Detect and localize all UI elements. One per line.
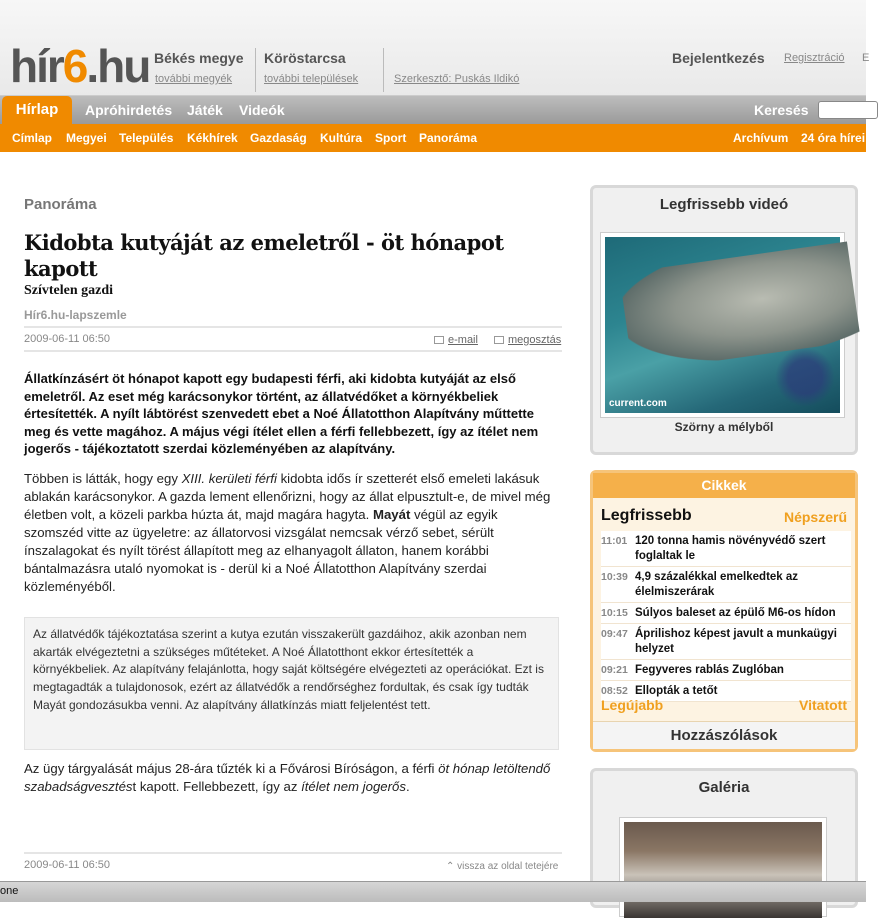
- article-date: 2009-06-11 06:50: [24, 333, 111, 345]
- video-watermark: current.com: [609, 398, 667, 409]
- register-link[interactable]: Regisztráció: [784, 52, 845, 64]
- divider: [24, 350, 562, 352]
- caret-up-icon: ⌃: [446, 861, 458, 872]
- article-quote-box: Az állatvédők tájékoztatása szerint a kutya ezután visszakerült gazdáihoz, akik azonban nem akarták elvégeztetni a szükséges műtéteket. A Noé Állatotthont ekkor értesítették a környékbeliek. Az alapítvány felajánlotta, hogy saját költségére elvégezteti az operációkat. Ezt is megtagadták a tulajdonosok, ezért az állatvédők a rendőrséghez fordultak, és csak így tudták Mayát gondozásukba venni. Az alapítvány állatkínzás miatt feljelentést tett.: [24, 617, 559, 750]
- envelope-icon: [434, 336, 444, 344]
- editor-link[interactable]: Szerkesztő: Puskás Ildikó: [394, 73, 520, 85]
- articles-title: Cikkek: [593, 473, 855, 498]
- site-logo[interactable]: hír6.hu: [10, 40, 150, 92]
- article-paragraph: Az ügy tárgyalását május 28-ára tűzték ki a Fővárosi Bíróságon, a férfi öt hónap letöltendő szabadságvesztést kapott. Fellebbezett, így az ítélet nem jogerős.: [24, 761, 551, 794]
- back-to-top-link[interactable]: ⌃ vissza az oldal tetejére: [446, 861, 559, 872]
- article-source: Hír6.hu-lapszemle: [24, 308, 127, 322]
- gallery-image-frame[interactable]: [619, 817, 827, 917]
- share-icon: [494, 336, 504, 344]
- list-item[interactable]: 08:52 Ellopták a tetőt: [601, 681, 851, 702]
- divider: [24, 326, 562, 328]
- nav-classifieds[interactable]: Apróhirdetés: [85, 102, 173, 118]
- video-player[interactable]: [600, 232, 845, 418]
- region-county[interactable]: Békés megye: [154, 50, 244, 66]
- news-list: [601, 531, 851, 702]
- divider: [383, 48, 384, 92]
- article-headline: Kidobta kutyáját az emeletről - öt hónapot kapott: [24, 230, 504, 281]
- diver-image: [775, 347, 835, 407]
- tab-popular[interactable]: Népszerű: [783, 509, 847, 525]
- video-thumbnail[interactable]: [605, 237, 840, 413]
- articles-box: [590, 470, 858, 752]
- gallery-thumbnail[interactable]: [624, 822, 822, 918]
- video-box-title: Legfrissebb videó: [659, 196, 789, 213]
- email-link[interactable]: e-mail: [434, 334, 478, 346]
- tab-latest[interactable]: Legfrissebb: [601, 507, 692, 524]
- subnav-sport[interactable]: Sport: [375, 131, 407, 145]
- list-item[interactable]: 10:39 4,9 százalékkal emelkedtek az élelmiszerárak: [601, 567, 851, 603]
- browser-status-bar: one: [0, 881, 866, 902]
- nav-videos[interactable]: Videók: [239, 102, 285, 118]
- subnav-panorama[interactable]: Panoráma: [419, 131, 478, 145]
- article-subhead: Szívtelen gazdi: [24, 283, 114, 298]
- tab-debated[interactable]: Vitatott: [799, 697, 847, 713]
- divider: [24, 852, 562, 854]
- more-counties-link[interactable]: további megyék: [155, 73, 233, 85]
- list-item[interactable]: 09:47 Áprilishoz képest javult a munkaügyi helyzet: [601, 624, 851, 660]
- gallery-title: Galéria: [698, 779, 750, 796]
- tab-news[interactable]: Hírlap: [2, 96, 72, 125]
- subnav-town[interactable]: Település: [119, 131, 174, 145]
- subnav-economy[interactable]: Gazdaság: [250, 131, 307, 145]
- subnav-archive[interactable]: Archívum: [733, 131, 789, 145]
- search-input[interactable]: [818, 101, 878, 119]
- section-title: Panoráma: [24, 196, 97, 213]
- subnav-home[interactable]: Címlap: [12, 131, 53, 145]
- comments-tab[interactable]: Hozzászólások: [593, 721, 855, 749]
- header-extra-link[interactable]: E: [862, 52, 870, 64]
- divider: [255, 48, 256, 92]
- article-paragraph: Többen is látták, hogy egy XIII. kerületi férfi kidobta idős ír szetterét első emeleti lakásuk ablakán karácsonykor. A gazda lement ellenőrizni, hogy az állat elpusztult-e, de mivel még életben volt, a közeli parkba húzta át, majd magára hagyta. Mayát végül az egyik szomszéd vitte az ügyeletre: az állatorvosi vizsgálat nemcsak vérző sebet, sérült ínszalagokat és nyílt törést állapított meg az elhanyagolt állaton, hanem korábbi bántalmazásra utaló nyomokat is - derül ki a Noé Állatotthon Alapítvány szerdai közleményéből.: [24, 471, 551, 594]
- main-nav: [0, 96, 866, 124]
- subnav-culture[interactable]: Kultúra: [320, 131, 362, 145]
- list-item[interactable]: 09:21 Fegyveres rablás Zuglóban: [601, 660, 851, 681]
- login-link[interactable]: Bejelentkezés: [672, 50, 765, 66]
- latest-video-box: [590, 185, 858, 455]
- subnav-24h[interactable]: 24 óra hírei: [801, 131, 866, 145]
- video-caption[interactable]: Szörny a mélyből: [674, 420, 774, 434]
- list-item[interactable]: 10:15 Súlyos baleset az épülő M6-os hídon: [601, 603, 851, 624]
- article-lead: Állatkínzásért öt hónapot kapott egy budapesti férfi, aki kidobta kutyáját az első emeletről. Az eset még karácsonykor történt, az állatvédőket a környékbeliek értesítették. A nyílt lábtörést szenvedett ebet a Noé Állatotthon Alapítvány műttette meg és vette magához. A május végi ítélet ellen a férfi fellebbezett, így az ítélet nem jogerős - tájékoztatott szerdai közleményében az alapítvány.: [24, 371, 539, 456]
- share-link[interactable]: megosztás: [494, 334, 561, 346]
- subnav-county[interactable]: Megyei: [66, 131, 107, 145]
- tab-newest[interactable]: Legújabb: [601, 697, 664, 713]
- more-towns-link[interactable]: további települések: [264, 73, 359, 85]
- subnav-bluenews[interactable]: Kékhírek: [187, 131, 238, 145]
- search-label: Keresés: [754, 102, 809, 118]
- site-header: [0, 0, 870, 96]
- article-date-bottom: 2009-06-11 06:50: [24, 859, 111, 871]
- list-item[interactable]: 11:01 120 tonna hamis növényvédő szert foglaltak le: [601, 531, 851, 567]
- sub-nav: [0, 124, 866, 152]
- region-town[interactable]: Köröstarcsa: [264, 50, 346, 66]
- nav-games[interactable]: Játék: [187, 102, 223, 118]
